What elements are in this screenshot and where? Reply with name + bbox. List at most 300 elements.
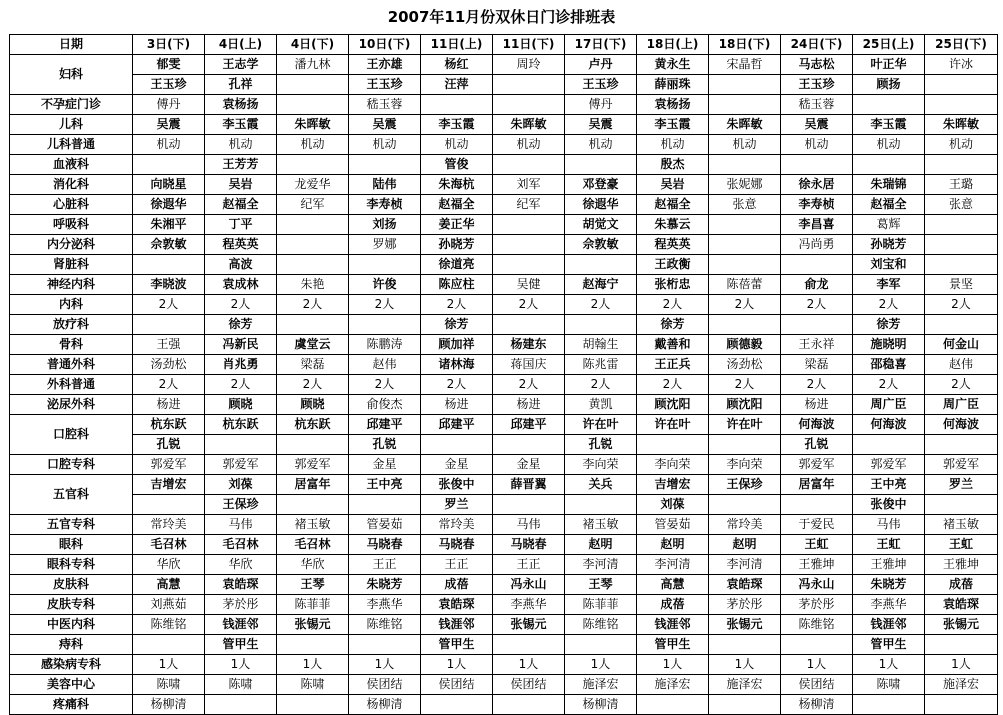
schedule-cell: 华欣: [133, 555, 205, 575]
schedule-row: [10, 215, 998, 235]
schedule-cell: 杨柳清: [133, 695, 205, 715]
schedule-cell: [277, 255, 349, 275]
schedule-cell: 机动: [349, 135, 421, 155]
schedule-cell: 2人: [781, 375, 853, 395]
schedule-cell: [637, 695, 709, 715]
schedule-cell: 王中亮: [853, 475, 925, 495]
schedule-cell: 李晓波: [133, 275, 205, 295]
schedule-cell: 虞堂云: [277, 335, 349, 355]
schedule-cell: 管晏茹: [637, 515, 709, 535]
schedule-cell: 冯尚勇: [781, 235, 853, 255]
schedule-row: [10, 175, 998, 195]
schedule-cell: 许在叶: [637, 415, 709, 435]
schedule-cell: 李军: [853, 275, 925, 295]
schedule-cell: 茅於彤: [709, 595, 781, 615]
schedule-cell: 周广臣: [853, 395, 925, 415]
schedule-cell: 施泽宏: [637, 675, 709, 695]
schedule-row: [10, 675, 998, 695]
schedule-cell: 何金山: [925, 335, 998, 355]
schedule-cell: 张俊中: [853, 495, 925, 515]
schedule-cell: [493, 315, 565, 335]
schedule-row: [10, 315, 998, 335]
schedule-cell: 施泽宏: [565, 675, 637, 695]
schedule-cell: [781, 495, 853, 515]
schedule-cell: [493, 695, 565, 715]
schedule-row: [10, 555, 998, 575]
schedule-cell: [853, 155, 925, 175]
schedule-cell: 赵海宁: [565, 275, 637, 295]
schedule-cell: 李河清: [637, 555, 709, 575]
schedule-cell: 王雅坤: [853, 555, 925, 575]
schedule-cell: 2人: [493, 375, 565, 395]
schedule-row: [10, 55, 998, 75]
department-label: 内科: [10, 295, 133, 315]
schedule-cell: 钱涯邻: [421, 615, 493, 635]
schedule-cell: 1人: [421, 655, 493, 675]
schedule-cell: 杨柳清: [349, 695, 421, 715]
schedule-cell: 杨建东: [493, 335, 565, 355]
department-label: 内分泌科: [10, 235, 133, 255]
schedule-cell: 2人: [205, 375, 277, 395]
schedule-cell: [133, 255, 205, 275]
schedule-cell: [133, 155, 205, 175]
schedule-cell: [133, 315, 205, 335]
schedule-row: [10, 155, 998, 175]
schedule-cell: [493, 435, 565, 455]
department-label: 疼痛科: [10, 695, 133, 715]
schedule-cell: 刘军: [493, 175, 565, 195]
schedule-cell: 吴健: [493, 275, 565, 295]
schedule-cell: 2人: [349, 375, 421, 395]
schedule-cell: 侯团结: [493, 675, 565, 695]
schedule-cell: [925, 695, 998, 715]
schedule-cell: 薛丽珠: [637, 75, 709, 95]
schedule-row: [10, 595, 998, 615]
schedule-row: [10, 635, 998, 655]
schedule-cell: 2人: [421, 295, 493, 315]
schedule-cell: 杨进: [133, 395, 205, 415]
schedule-cell: 吴震: [349, 115, 421, 135]
schedule-cell: 1人: [565, 655, 637, 675]
schedule-row: [10, 615, 998, 635]
schedule-cell: 成蓓: [925, 575, 998, 595]
schedule-cell: 2人: [637, 295, 709, 315]
schedule-cell: [781, 155, 853, 175]
schedule-cell: 毛召林: [133, 535, 205, 555]
schedule-cell: 陈鹏涛: [349, 335, 421, 355]
schedule-cell: 赵伟: [925, 355, 998, 375]
schedule-cell: 张锡元: [277, 615, 349, 635]
schedule-cell: 朱湘平: [133, 215, 205, 235]
date-header: 24日(下): [781, 35, 853, 55]
schedule-cell: 李寿桢: [349, 195, 421, 215]
schedule-cell: 李玉霞: [421, 115, 493, 135]
schedule-cell: 机动: [205, 135, 277, 155]
schedule-row: [10, 435, 998, 455]
schedule-cell: 2人: [709, 375, 781, 395]
schedule-cell: 机动: [565, 135, 637, 155]
schedule-cell: 陆伟: [349, 175, 421, 195]
schedule-cell: 罗娜: [349, 235, 421, 255]
department-label: 眼科专科: [10, 555, 133, 575]
schedule-cell: 徐永居: [781, 175, 853, 195]
schedule-cell: 王永祥: [781, 335, 853, 355]
schedule-cell: 袁皓琛: [709, 575, 781, 595]
department-label: 五官科: [10, 475, 133, 515]
schedule-cell: 王保珍: [709, 475, 781, 495]
schedule-cell: 朱晖敏: [709, 115, 781, 135]
schedule-cell: 王志学: [205, 55, 277, 75]
schedule-cell: 刘扬: [349, 215, 421, 235]
schedule-cell: 马晓春: [349, 535, 421, 555]
schedule-cell: 邵稳喜: [853, 355, 925, 375]
schedule-cell: [205, 695, 277, 715]
schedule-cell: [709, 635, 781, 655]
schedule-cell: [493, 155, 565, 175]
schedule-cell: 邱建平: [493, 415, 565, 435]
schedule-cell: 华欣: [205, 555, 277, 575]
schedule-cell: 张锡元: [925, 615, 998, 635]
schedule-cell: 何海波: [853, 415, 925, 435]
schedule-cell: 张意: [925, 195, 998, 215]
schedule-cell: 机动: [781, 135, 853, 155]
schedule-row: [10, 495, 998, 515]
schedule-cell: 机动: [637, 135, 709, 155]
schedule-cell: 王保珍: [205, 495, 277, 515]
schedule-cell: 侯团结: [781, 675, 853, 695]
schedule-cell: 顾加祥: [421, 335, 493, 355]
department-label: 不孕症门诊: [10, 95, 133, 115]
schedule-cell: 陈啸: [133, 675, 205, 695]
schedule-cell: 1人: [925, 655, 998, 675]
header-row: [10, 35, 998, 55]
schedule-cell: 佘敦敏: [133, 235, 205, 255]
schedule-cell: 程英英: [205, 235, 277, 255]
schedule-cell: [925, 235, 998, 255]
schedule-cell: [565, 315, 637, 335]
schedule-cell: [709, 315, 781, 335]
schedule-cell: 袁成林: [205, 275, 277, 295]
schedule-cell: 傅丹: [565, 95, 637, 115]
schedule-cell: 龙爱华: [277, 175, 349, 195]
date-header: 18日(上): [637, 35, 709, 55]
schedule-cell: 许在叶: [565, 415, 637, 435]
schedule-cell: [277, 495, 349, 515]
schedule-cell: 周玲: [493, 55, 565, 75]
schedule-cell: 徐芳: [853, 315, 925, 335]
schedule-cell: 常玲美: [709, 515, 781, 535]
schedule-cell: 汤劲松: [709, 355, 781, 375]
department-label: 儿科普通: [10, 135, 133, 155]
schedule-cell: 赵明: [637, 535, 709, 555]
schedule-cell: 王虹: [925, 535, 998, 555]
schedule-cell: 丁平: [205, 215, 277, 235]
schedule-cell: 叶正华: [853, 55, 925, 75]
schedule-row: [10, 255, 998, 275]
schedule-cell: 钱涯邻: [205, 615, 277, 635]
schedule-cell: 2人: [781, 295, 853, 315]
schedule-cell: 杨柳清: [781, 695, 853, 715]
schedule-cell: 肖兆勇: [205, 355, 277, 375]
schedule-cell: [709, 215, 781, 235]
schedule-cell: 陈维铭: [781, 615, 853, 635]
schedule-cell: 罗兰: [925, 475, 998, 495]
schedule-cell: 王琴: [277, 575, 349, 595]
schedule-cell: 褚玉敏: [277, 515, 349, 535]
schedule-cell: 李寿桢: [781, 195, 853, 215]
department-label: 口腔科: [10, 415, 133, 455]
schedule-cell: 李燕华: [493, 595, 565, 615]
schedule-cell: 机动: [925, 135, 998, 155]
schedule-cell: 王亦雄: [349, 55, 421, 75]
schedule-cell: 管晏茹: [349, 515, 421, 535]
schedule-cell: 张俊中: [421, 475, 493, 495]
schedule-cell: [781, 635, 853, 655]
schedule-cell: 杭东跃: [133, 415, 205, 435]
department-label: 皮肤科: [10, 575, 133, 595]
schedule-cell: [853, 695, 925, 715]
schedule-cell: 郭爱军: [277, 455, 349, 475]
schedule-cell: 管甲生: [421, 635, 493, 655]
schedule-cell: 邱建平: [349, 415, 421, 435]
schedule-cell: 孔祥: [205, 75, 277, 95]
schedule-cell: 朱慕云: [637, 215, 709, 235]
schedule-cell: 金星: [421, 455, 493, 475]
schedule-row: [10, 235, 998, 255]
schedule-cell: 胡翰生: [565, 335, 637, 355]
date-header: 25日(下): [925, 35, 998, 55]
date-header: 18日(下): [709, 35, 781, 55]
department-label: 五官专科: [10, 515, 133, 535]
schedule-cell: 杨进: [781, 395, 853, 415]
schedule-cell: 顾沈阳: [637, 395, 709, 415]
schedule-cell: 王玉珍: [349, 75, 421, 95]
schedule-cell: [277, 75, 349, 95]
schedule-cell: 2人: [277, 295, 349, 315]
schedule-cell: [925, 435, 998, 455]
schedule-cell: 王芳芳: [205, 155, 277, 175]
schedule-cell: 居富年: [277, 475, 349, 495]
schedule-cell: 2人: [349, 295, 421, 315]
schedule-cell: [421, 695, 493, 715]
schedule-cell: 成蓓: [637, 595, 709, 615]
schedule-cell: [925, 495, 998, 515]
schedule-cell: 王中亮: [349, 475, 421, 495]
department-label: 皮肤专科: [10, 595, 133, 615]
schedule-cell: 宋晶哲: [709, 55, 781, 75]
schedule-cell: 王虹: [781, 535, 853, 555]
schedule-cell: 赵福全: [637, 195, 709, 215]
schedule-cell: 褚玉敏: [925, 515, 998, 535]
schedule-cell: 李玉霞: [853, 115, 925, 135]
schedule-cell: [493, 495, 565, 515]
schedule-cell: 梁磊: [781, 355, 853, 375]
schedule-cell: [133, 635, 205, 655]
schedule-cell: 马晓春: [493, 535, 565, 555]
schedule-cell: 常玲美: [133, 515, 205, 535]
schedule-row: [10, 195, 998, 215]
schedule-cell: 居富年: [781, 475, 853, 495]
schedule-cell: 管甲生: [853, 635, 925, 655]
department-label: 放疗科: [10, 315, 133, 335]
schedule-cell: 茅於彤: [205, 595, 277, 615]
schedule-cell: [493, 75, 565, 95]
schedule-cell: 王琴: [565, 575, 637, 595]
schedule-cell: 程英英: [637, 235, 709, 255]
schedule-cell: 蒋国庆: [493, 355, 565, 375]
schedule-cell: [709, 255, 781, 275]
schedule-cell: 梁磊: [277, 355, 349, 375]
schedule-cell: 赵伟: [349, 355, 421, 375]
schedule-cell: [709, 495, 781, 515]
schedule-cell: 郭爱军: [781, 455, 853, 475]
schedule-cell: 马志松: [781, 55, 853, 75]
schedule-cell: 常玲美: [421, 515, 493, 535]
schedule-cell: 罗兰: [421, 495, 493, 515]
schedule-row: [10, 95, 998, 115]
schedule-cell: [709, 155, 781, 175]
schedule-cell: 成蓓: [421, 575, 493, 595]
schedule-cell: [565, 495, 637, 515]
schedule-cell: 陈维铭: [565, 615, 637, 635]
schedule-cell: [709, 435, 781, 455]
department-label: 感染病专科: [10, 655, 133, 675]
schedule-cell: 陈菲菲: [565, 595, 637, 615]
schedule-cell: [709, 95, 781, 115]
schedule-cell: 徐芳: [637, 315, 709, 335]
schedule-cell: [277, 635, 349, 655]
schedule-cell: [709, 695, 781, 715]
schedule-cell: 陈维铭: [133, 615, 205, 635]
schedule-cell: 王正兵: [637, 355, 709, 375]
schedule-cell: 吴岩: [205, 175, 277, 195]
schedule-cell: 1人: [349, 655, 421, 675]
schedule-cell: 施晓明: [853, 335, 925, 355]
department-label: 骨科: [10, 335, 133, 355]
schedule-cell: 诸林海: [421, 355, 493, 375]
schedule-cell: 潘九林: [277, 55, 349, 75]
schedule-cell: 李向荣: [565, 455, 637, 475]
schedule-cell: [277, 215, 349, 235]
schedule-cell: [565, 635, 637, 655]
schedule-cell: 王玉珍: [565, 75, 637, 95]
department-label: 儿科: [10, 115, 133, 135]
schedule-cell: 王玉珍: [133, 75, 205, 95]
page-title: 2007年11月份双休日门诊排班表: [387, 8, 616, 26]
schedule-cell: 高波: [205, 255, 277, 275]
schedule-cell: 2人: [565, 375, 637, 395]
schedule-cell: 华欣: [277, 555, 349, 575]
department-label: 神经内科: [10, 275, 133, 295]
schedule-row: [10, 335, 998, 355]
date-header: 4日(下): [277, 35, 349, 55]
schedule-cell: 侯团结: [349, 675, 421, 695]
schedule-cell: 李玉霞: [205, 115, 277, 135]
schedule-cell: [349, 255, 421, 275]
schedule-cell: 李河清: [565, 555, 637, 575]
schedule-cell: 陈维铭: [349, 615, 421, 635]
schedule-cell: 机动: [277, 135, 349, 155]
schedule-cell: 孙晓芳: [853, 235, 925, 255]
schedule-cell: 杭东跃: [205, 415, 277, 435]
schedule-cell: 傅丹: [133, 95, 205, 115]
schedule-cell: [925, 95, 998, 115]
schedule-row: [10, 535, 998, 555]
schedule-cell: [277, 95, 349, 115]
schedule-cell: 李向荣: [637, 455, 709, 475]
schedule-row: [10, 115, 998, 135]
schedule-cell: [853, 435, 925, 455]
schedule-cell: 徐芳: [421, 315, 493, 335]
schedule-cell: [565, 255, 637, 275]
schedule-cell: 葛辉: [853, 215, 925, 235]
schedule-cell: 管甲生: [205, 635, 277, 655]
schedule-cell: 嵇玉蓉: [781, 95, 853, 115]
department-label: 心脏科: [10, 195, 133, 215]
schedule-cell: 杨进: [493, 395, 565, 415]
schedule-cell: 陈兆雷: [565, 355, 637, 375]
date-header-label: 日期: [10, 35, 133, 55]
schedule-cell: 李燕华: [853, 595, 925, 615]
schedule-cell: 袁皓琛: [205, 575, 277, 595]
schedule-cell: 朱晓芳: [853, 575, 925, 595]
schedule-cell: 朱晖敏: [277, 115, 349, 135]
department-label: 普通外科: [10, 355, 133, 375]
schedule-cell: 毛召林: [277, 535, 349, 555]
schedule-cell: 许俊: [349, 275, 421, 295]
schedule-cell: 施泽宏: [709, 675, 781, 695]
schedule-cell: 吉增宏: [637, 475, 709, 495]
date-header: 25日(上): [853, 35, 925, 55]
schedule-cell: 吴震: [133, 115, 205, 135]
schedule-cell: [349, 495, 421, 515]
department-label: 消化科: [10, 175, 133, 195]
schedule-cell: 李玉霞: [637, 115, 709, 135]
schedule-cell: 陈菲菲: [277, 595, 349, 615]
schedule-cell: 王虹: [853, 535, 925, 555]
schedule-body: [10, 35, 998, 715]
schedule-cell: 景坚: [925, 275, 998, 295]
schedule-table: [9, 34, 998, 715]
schedule-cell: 张意: [709, 195, 781, 215]
schedule-cell: 孔锐: [781, 435, 853, 455]
schedule-cell: 陈啸: [853, 675, 925, 695]
schedule-cell: [493, 635, 565, 655]
schedule-cell: 张妮娜: [709, 175, 781, 195]
schedule-cell: 关兵: [565, 475, 637, 495]
schedule-cell: 袁皓琛: [925, 595, 998, 615]
schedule-cell: 徐遐华: [565, 195, 637, 215]
schedule-cell: 冯新民: [205, 335, 277, 355]
department-label: 妇科: [10, 55, 133, 95]
schedule-cell: 2人: [853, 375, 925, 395]
schedule-cell: 郭爱军: [925, 455, 998, 475]
schedule-row: [10, 75, 998, 95]
schedule-cell: 2人: [205, 295, 277, 315]
schedule-cell: 高慧: [637, 575, 709, 595]
schedule-cell: 刘宝和: [853, 255, 925, 275]
schedule-cell: 机动: [853, 135, 925, 155]
schedule-cell: 赵明: [709, 535, 781, 555]
schedule-cell: [493, 255, 565, 275]
schedule-cell: 张桁忠: [637, 275, 709, 295]
schedule-cell: 王强: [133, 335, 205, 355]
schedule-cell: 机动: [133, 135, 205, 155]
schedule-cell: 黄凯: [565, 395, 637, 415]
schedule-cell: 陈应柱: [421, 275, 493, 295]
department-label: 血液科: [10, 155, 133, 175]
schedule-cell: 2人: [133, 375, 205, 395]
